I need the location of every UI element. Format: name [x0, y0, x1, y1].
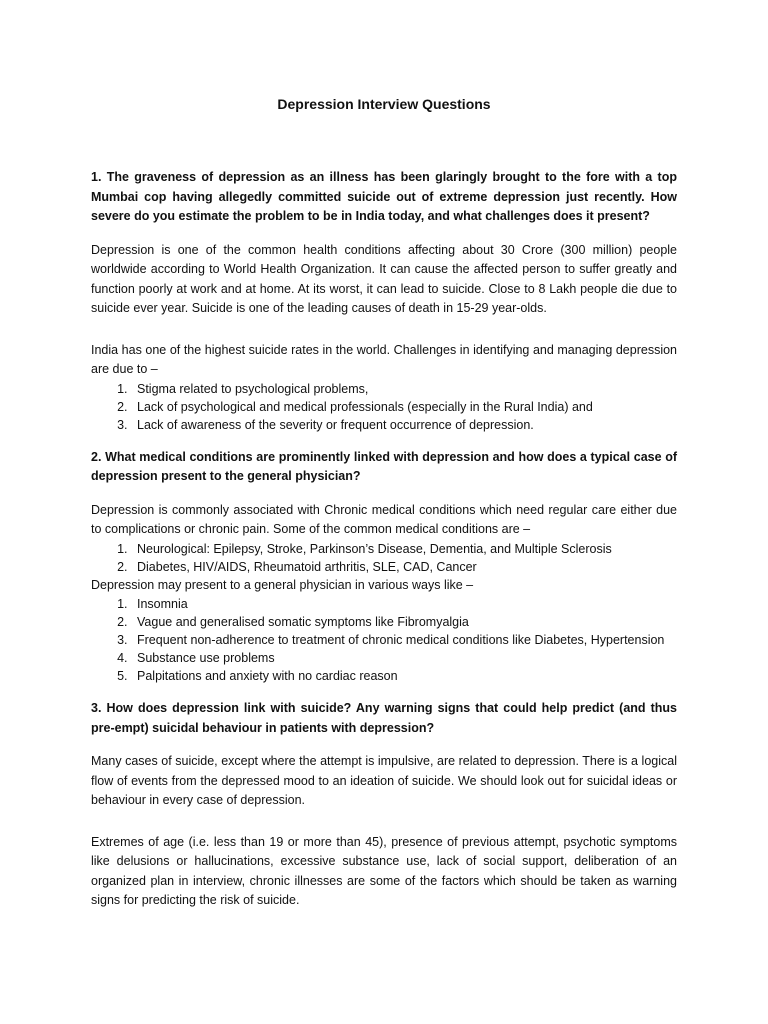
list-item: 1. Neurological: Epilepsy, Stroke, Parkinson’s Disease, Dementia, and Multiple Sclerosis: [131, 540, 677, 558]
answer-2-paragraph-2: Depression may present to a general physician in various ways like –: [91, 577, 474, 592]
question-3: 3. How does depression link with suicide? Any warning signs that could help predict (and thus pre-empt) suicidal behaviour in patients with depression?: [91, 701, 677, 735]
challenges-list: [91, 380, 677, 434]
list-item: 2. Vague and generalised somatic symptoms like Fibromyalgia: [131, 613, 677, 631]
list-item: 4. Substance use problems: [131, 649, 677, 667]
spacer: [91, 825, 677, 833]
question-2: 2. What medical conditions are prominently linked with depression and how does a typical case of depression present to the general physician?: [91, 449, 677, 483]
list-item: 1. Stigma related to psychological problems,: [131, 380, 677, 398]
answer-3-paragraph-2: Extremes of age (i.e. less than 19 or more than 45), presence of previous attempt, psychotic symptoms like delusions or hallucinations, excessive substance use, lack of social support, deliberation of an organized plan in interview, chronic illnesses are some of the factors which should be taken as warning signs for predicting the risk of suicide.: [91, 834, 677, 907]
list-item: 2. Diabetes, HIV/AIDS, Rheumatoid arthritis, SLE, CAD, Cancer: [131, 558, 677, 576]
answer-3-paragraph-1: Many cases of suicide, except where the attempt is impulsive, are related to depression. There is a logical flow of events from the depressed mood to an ideation of suicide. We should look out for suicidal ideas or behaviour in every case of depression.: [91, 754, 677, 807]
conditions-list: [91, 540, 677, 576]
list-item: 3. Lack of awareness of the severity or frequent occurrence of depression.: [131, 416, 677, 434]
list-item: 5. Palpitations and anxiety with no cardiac reason: [131, 667, 677, 685]
question-1: 1. The graveness of depression as an illness has been glaringly brought to the fore with a top Mumbai cop having allegedly committed suicide out of extreme depression just recently. How severe do you estimate the problem to be in India today, and what challenges does it present?: [91, 170, 677, 223]
list-item: 2. Lack of psychological and medical professionals (especially in the Rural India) and: [131, 398, 677, 416]
answer-2-paragraph-1: Depression is commonly associated with Chronic medical conditions which need regular care either due to complications or chronic pain. Some of the common medical conditions are –: [91, 502, 677, 536]
document-title: Depression Interview Questions: [277, 96, 491, 112]
list-item: 1. Insomnia: [131, 595, 677, 613]
presentations-list: [91, 595, 677, 685]
answer-1-paragraph-1: Depression is one of the common health conditions affecting about 30 Crore (300 million) people worldwide according to World Health Organization. It can cause the affected person to suffer greatly and function poorly at work and at home. At its worst, it can lead to suicide. Close to 8 Lakh people die due to suicide ever year. Suicide is one of the leading causes of death in 15-29 year-olds.: [91, 242, 677, 315]
spacer: [91, 333, 677, 341]
list-item: 3. Frequent non-adherence to treatment of chronic medical conditions like Diabetes, Hypertension: [131, 631, 677, 649]
document-body: [91, 168, 677, 925]
answer-1-paragraph-2: India has one of the highest suicide rates in the world. Challenges in identifying and managing depression are due to –: [91, 342, 677, 376]
